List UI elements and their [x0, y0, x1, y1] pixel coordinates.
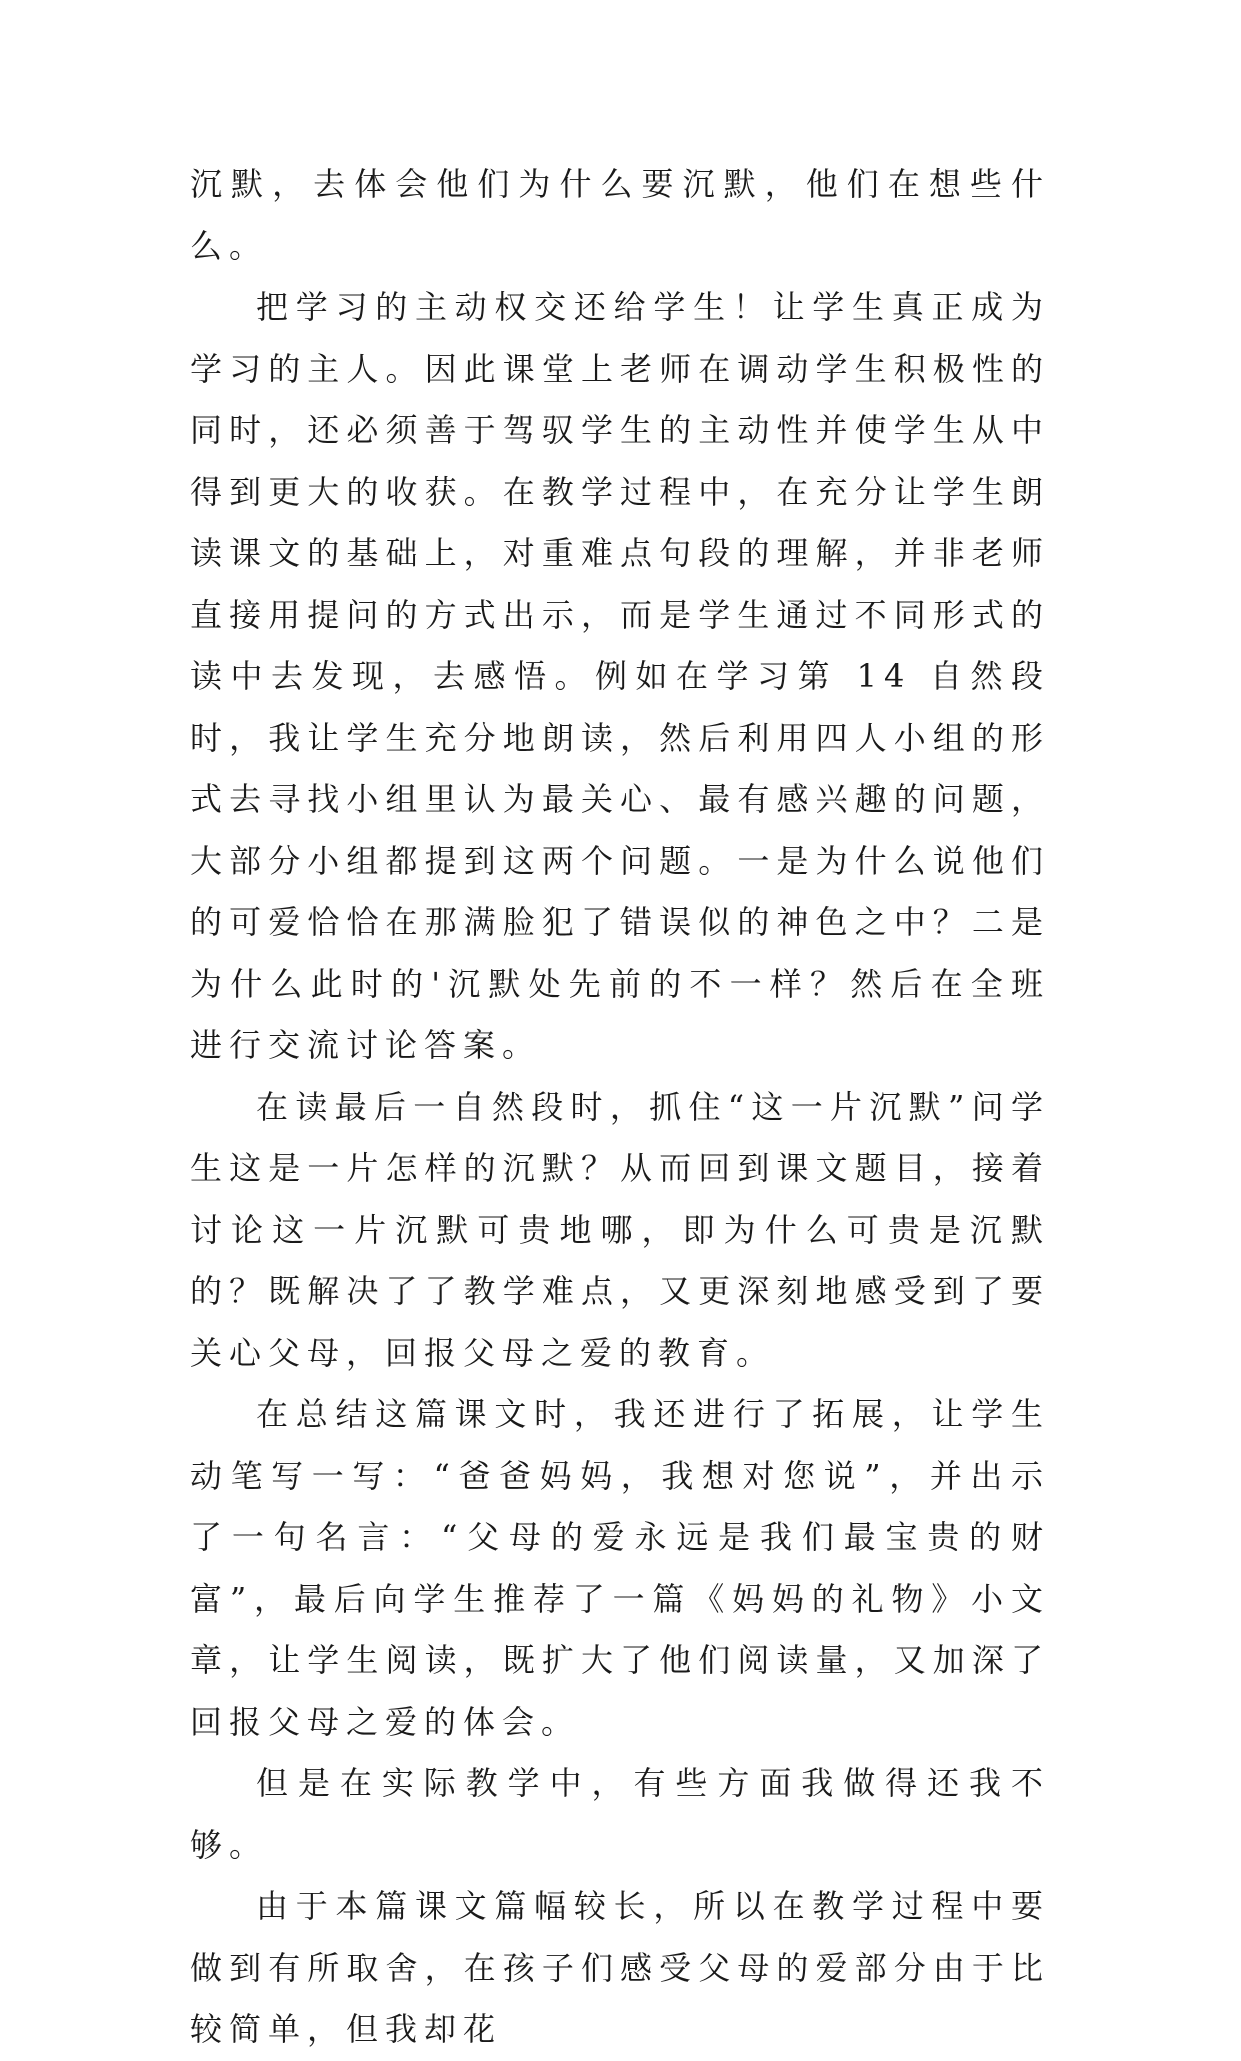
paragraph: 在读最后一自然段时，抓住“这一片沉默”问学生这是一片怎样的沉默？从而回到课文题目，接着讨论这一片沉默可贵地哪，即为什么可贵是沉默的？既解决了了教学难点，又更深刻地感受到了要关心父母，回报父母之爱的教育。: [190, 1087, 1050, 1372]
paragraph: 把学习的主动权交还给学生！让学生真正成为学习的主人。因此课堂上老师在调动学生积极性的同时，还必须善于驾驭学生的主动性并使学生从中得到更大的收获。在教学过程中，在充分让学生朗读课文的基础上，对重难点句段的理解，并非老师直接用提问的方式出示，而是学生通过不同形式的读中去发现，去感悟。例如在学习第 14 自然段时，我让学生充分地朗读，然后利用四人小组的形式去寻找小组里认为最关心、最有感兴趣的问题，大部分小组都提到这两个问题。一是为什么说他们的可爱恰恰在那满脸犯了错误似的神色之中？二是为什么此时的'沉默处先前的不一样？然后在全班进行交流讨论答案。: [190, 288, 1050, 1064]
paragraph: 沉默，去体会他们为什么要沉默，他们在想些什么。: [190, 165, 1050, 265]
paragraph: 在总结这篇课文时，我还进行了拓展，让学生动笔写一写：“爸爸妈妈，我想对您说”，并出示了一句名言：“父母的爱永远是我们最宝贵的财富”，最后向学生推荐了一篇《妈妈的礼物》小文章，让学生阅读，既扩大了他们阅读量，又加深了回报父母之爱的体会。: [190, 1395, 1050, 1741]
paragraph: 由于本篇课文篇幅较长，所以在教学过程中要做到有所取舍，在孩子们感受父母的爱部分由于比较简单，但我却花: [190, 1887, 1050, 2048]
document-body: [190, 154, 1050, 2061]
paragraph: 但是在实际教学中，有些方面我做得还我不够。: [190, 1764, 1050, 1864]
